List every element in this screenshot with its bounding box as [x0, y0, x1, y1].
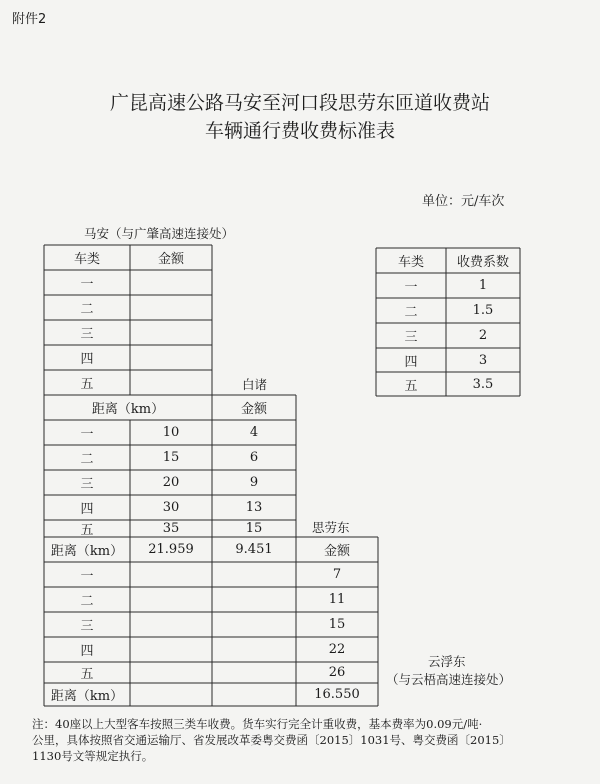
page-subtitle: 车辆通行费收费标准表 [204, 120, 395, 142]
coef-header-vehicle: 车类 [397, 255, 424, 270]
vehicle-class-3: 三 [80, 619, 94, 634]
fee-cell: 11 [328, 592, 346, 607]
station-name-yunfudong-sub: （与云梧高速连接处） [386, 672, 512, 687]
coef-class: 四 [404, 354, 418, 370]
origin-caption: 马安（与广肇高速连接处） [84, 226, 235, 241]
attachment-label: 附件2 [12, 12, 47, 27]
distance-label: 距离（km） [50, 544, 124, 559]
coef-class: 二 [404, 305, 418, 320]
coef-value: 1.5 [472, 303, 494, 318]
coef-value: 2 [478, 328, 488, 343]
distance-value: 21.959 [148, 542, 194, 557]
vehicle-class-2: 二 [80, 594, 94, 609]
fee-cell: 26 [328, 665, 346, 680]
footnote-line: 1130号文等规定执行。 [32, 749, 154, 763]
fee-cell: 35 [162, 521, 180, 536]
fee-cell: 4 [249, 425, 259, 440]
footnote-line: 注：40座以上大型客车按照三类车收费。货车实行完全计重收费，基本费率为0.09元/吨· [32, 717, 483, 731]
fee-cell: 10 [162, 425, 180, 440]
vehicle-class-4: 四 [80, 352, 94, 367]
vehicle-class-1: 一 [80, 277, 94, 292]
station-name-baizhu: 白诸 [242, 377, 268, 392]
fee-cell: 9 [249, 475, 259, 490]
unit-label: 单位：元/车次 [422, 194, 505, 209]
fee-cell: 15 [162, 450, 180, 465]
vehicle-class-2: 二 [80, 302, 94, 317]
fee-cell: 30 [162, 500, 180, 515]
vehicle-class-5: 五 [80, 523, 94, 538]
vehicle-class-1: 一 [80, 569, 94, 584]
fee-cell: 7 [332, 567, 342, 582]
page-title: 广昆高速公路马安至河口段思劳东匝道收费站 [109, 92, 490, 114]
station-name-yunfudong: 云浮东 [428, 654, 466, 669]
vehicle-class-1: 一 [80, 427, 94, 442]
header-amount-baizhu: 金额 [240, 402, 267, 417]
footnote-line: 公里，具体按照省交通运输厅、省发展改革委粤交费函〔2015〕1031号、粤交费函〔2015〕 [32, 733, 511, 747]
fee-cell: 22 [328, 642, 346, 657]
vehicle-class-2: 二 [80, 452, 94, 467]
header-amount-silaodong: 金额 [323, 544, 350, 559]
fee-cell: 6 [249, 450, 259, 465]
distance-label: 距离（km） [50, 689, 124, 704]
coef-class: 五 [404, 378, 418, 394]
vehicle-class-3: 三 [80, 327, 94, 342]
coef-header-coef: 收费系数 [456, 255, 509, 270]
vehicle-class-4: 四 [80, 644, 94, 659]
header-amount: 金额 [157, 252, 184, 267]
distance-value: 9.451 [235, 542, 273, 557]
vehicle-class-3: 三 [80, 477, 94, 492]
vehicle-class-4: 四 [80, 502, 94, 517]
distance-value: 16.550 [314, 687, 360, 702]
station-name-silaodong: 思劳东 [312, 520, 350, 535]
coef-value: 3 [478, 352, 488, 368]
header-vehicle: 车类 [73, 252, 100, 267]
distance-label: 距离（km） [91, 402, 165, 417]
coef-class: 一 [404, 280, 418, 295]
coef-value: 1 [478, 278, 488, 293]
footnote [32, 716, 572, 764]
coef-class: 三 [404, 330, 418, 345]
fee-cell: 13 [245, 500, 263, 515]
coef-value: 3.5 [472, 376, 494, 392]
vehicle-class-5: 五 [80, 667, 94, 682]
fee-cell: 20 [162, 475, 180, 490]
vehicle-class-5: 五 [80, 377, 94, 392]
fee-cell: 15 [245, 521, 263, 536]
fee-cell: 15 [328, 617, 346, 632]
